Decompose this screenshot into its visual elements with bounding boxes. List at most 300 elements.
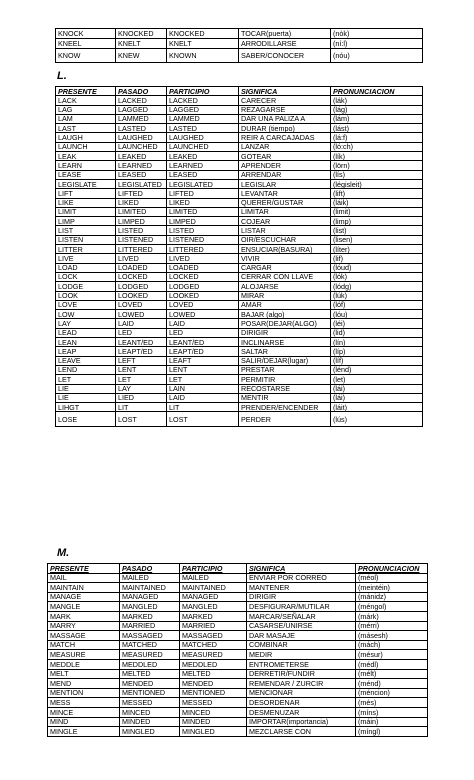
pasado-cell: KNELT	[116, 39, 167, 49]
pronunciacion-cell: (mélt)	[356, 669, 428, 679]
table-row	[56, 310, 423, 319]
table-row	[48, 679, 428, 689]
presente-cell: KNOW	[56, 49, 116, 63]
participio-cell: LIVED	[167, 254, 239, 263]
table-row	[56, 142, 423, 151]
participio-cell: LISTENED	[167, 235, 239, 244]
table-row	[56, 114, 423, 123]
table-row	[48, 583, 428, 593]
significa-cell: MENTIR	[239, 393, 331, 402]
significa-cell: CASARSE/UNIRSE	[247, 621, 356, 631]
pronunciacion-cell: (lisen)	[331, 235, 423, 244]
significa-cell: PRESTAR	[239, 365, 331, 374]
significa-cell: REMENDAR / ZURCIR	[247, 679, 356, 689]
presente-cell: MAINTAIN	[48, 583, 120, 593]
participio-cell: LAGGED	[167, 105, 239, 114]
presente-cell: LAST	[56, 124, 116, 133]
pronunciacion-cell: (lóu)	[331, 310, 423, 319]
participio-cell: MESSED	[180, 698, 247, 708]
table-row	[56, 356, 423, 365]
participio-cell: LAMMED	[167, 114, 239, 123]
significa-cell: SALIR/DEJAR(lugar)	[239, 356, 331, 365]
significa-cell: SALTAR	[239, 347, 331, 356]
participio-cell: MENTIONED	[180, 688, 247, 698]
significa-cell: PERDER	[239, 412, 331, 427]
participio-cell: LAID	[167, 319, 239, 328]
pasado-cell: LITTERED	[116, 245, 167, 254]
significa-cell: VIVIR	[239, 254, 331, 263]
pasado-cell: LEASED	[116, 170, 167, 179]
presente-cell: LODGE	[56, 282, 116, 291]
presente-cell: LIE	[56, 393, 116, 402]
presente-cell: LIKE	[56, 198, 116, 207]
table-row	[48, 707, 428, 717]
participio-cell: MEDDLED	[180, 659, 247, 669]
pronunciacion-cell: (lúk)	[331, 291, 423, 300]
presente-cell: LIMIT	[56, 207, 116, 216]
presente-cell: MIND	[48, 717, 120, 727]
table-row	[56, 282, 423, 291]
presente-cell: MENTION	[48, 688, 120, 698]
table-row	[48, 631, 428, 641]
presente-cell: LISTEN	[56, 235, 116, 244]
table-row	[56, 347, 423, 356]
participio-cell: MINDED	[180, 717, 247, 727]
pronunciacion-cell: (láik)	[331, 198, 423, 207]
pronunciacion-cell: (lái)	[331, 393, 423, 402]
presente-cell: MINGLE	[48, 727, 120, 737]
pronunciacion-cell: (lörn)	[331, 161, 423, 170]
significa-cell: PERMITIR	[239, 375, 331, 384]
table-row	[56, 291, 423, 300]
pasado-cell: LIVED	[116, 254, 167, 263]
header-pronunciacion: PRONUNCIACION	[356, 564, 428, 574]
significa-cell: BAJAR (algo)	[239, 310, 331, 319]
participio-cell: LIMPED	[167, 217, 239, 226]
pronunciacion-cell: (mérri)	[356, 621, 428, 631]
significa-cell: COMBINAR	[247, 640, 356, 650]
presente-cell: MARK	[48, 611, 120, 621]
presente-cell: LOOK	[56, 291, 116, 300]
significa-cell: ARRENDAR	[239, 170, 331, 179]
presente-cell: MAIL	[48, 573, 120, 583]
presente-cell: LOAD	[56, 263, 116, 272]
table-row	[56, 152, 423, 161]
pasado-cell: MENDED	[120, 679, 180, 689]
pronunciacion-cell: (mésur)	[356, 650, 428, 660]
pasado-cell: LOADED	[116, 263, 167, 272]
table-row	[56, 133, 423, 142]
table-row	[56, 235, 423, 244]
table-row	[48, 602, 428, 612]
significa-cell: DIRIGIR	[247, 592, 356, 602]
pronunciacion-cell: (list)	[331, 226, 423, 235]
table-row	[48, 611, 428, 621]
pronunciacion-cell: (méngol)	[356, 602, 428, 612]
significa-cell: IMPORTAR(importancia)	[247, 717, 356, 727]
participio-cell: MINGLED	[180, 727, 247, 737]
pasado-cell: LEFT	[116, 356, 167, 365]
section-l-header	[56, 87, 423, 96]
presente-cell: LEAP	[56, 347, 116, 356]
presente-cell: LIMP	[56, 217, 116, 226]
pronunciacion-cell: (lif)	[331, 254, 423, 263]
significa-cell: LANZAR	[239, 142, 331, 151]
participio-cell: MELTED	[180, 669, 247, 679]
pronunciacion-cell: (més)	[356, 698, 428, 708]
pasado-cell: MATCHED	[120, 640, 180, 650]
header-pasado: PASADO	[116, 87, 167, 96]
participio-cell: LEANT/ED	[167, 338, 239, 347]
significa-cell: APRENDER	[239, 161, 331, 170]
significa-cell: POSAR(DEJAR(ALGO)	[239, 319, 331, 328]
pronunciacion-cell: (lús)	[331, 412, 423, 427]
participio-cell: LIFTED	[167, 189, 239, 198]
pronunciacion-cell: (ménd)	[356, 679, 428, 689]
pasado-cell: LAUGHED	[116, 133, 167, 142]
significa-cell: DERRETIR/FUNDIR	[247, 669, 356, 679]
significa-cell: ENTROMETERSE	[247, 659, 356, 669]
header-participio: PARTICIPIO	[167, 87, 239, 96]
significa-cell: ENVIAR POR CORREO	[247, 573, 356, 583]
header-row	[48, 564, 428, 574]
significa-cell: RECOSTARSE	[239, 384, 331, 393]
participio-cell: LOST	[167, 412, 239, 427]
pasado-cell: MINGLED	[120, 727, 180, 737]
pasado-cell: LAMMED	[116, 114, 167, 123]
significa-cell: ARRODILLARSE	[239, 39, 331, 49]
header-participio: PARTICIPIO	[180, 564, 247, 574]
participio-cell: MARKED	[180, 611, 247, 621]
significa-cell: ALOJARSE	[239, 282, 331, 291]
pasado-cell: LIFTED	[116, 189, 167, 198]
table-row	[56, 226, 423, 235]
significa-cell: LEGISLAR	[239, 179, 331, 188]
pasado-cell: MELTED	[120, 669, 180, 679]
pronunciacion-cell: (mách)	[356, 640, 428, 650]
significa-cell: DAR MASAJE	[247, 631, 356, 641]
pasado-cell: MENTIONED	[120, 688, 180, 698]
pronunciacion-cell: (lá:f)	[331, 133, 423, 142]
significa-cell: REZAGARSE	[239, 105, 331, 114]
significa-cell: PRENDER/ENCENDER	[239, 403, 331, 412]
table-row	[48, 659, 428, 669]
presente-cell: KNOCK	[56, 29, 116, 39]
presente-cell: MEDDLE	[48, 659, 120, 669]
presente-cell: MATCH	[48, 640, 120, 650]
participio-cell: LIMITED	[167, 207, 239, 216]
presente-cell: LOVE	[56, 300, 116, 309]
significa-cell: COJEAR	[239, 217, 331, 226]
significa-cell: REIR A CARCAJADAS	[239, 133, 331, 142]
pasado-cell: LOCKED	[116, 272, 167, 281]
pasado-cell: KNEW	[116, 49, 167, 63]
pronunciacion-cell: (limp)	[331, 217, 423, 226]
presente-cell: LEAK	[56, 152, 116, 161]
presente-cell: KNEEL	[56, 39, 116, 49]
table-row	[56, 179, 423, 188]
pronunciacion-cell: (lóud)	[331, 263, 423, 272]
participio-cell: MENDED	[180, 679, 247, 689]
table-row	[48, 669, 428, 679]
pasado-cell: LED	[116, 328, 167, 337]
pasado-cell: MARKED	[120, 611, 180, 621]
participio-cell: LOADED	[167, 263, 239, 272]
pronunciacion-cell: (lín)	[331, 338, 423, 347]
header-presente: PRESENTE	[48, 564, 120, 574]
participio-cell: LODGED	[167, 282, 239, 291]
pasado-cell: MAILED	[120, 573, 180, 583]
participio-cell: LISTED	[167, 226, 239, 235]
significa-cell: AMAR	[239, 300, 331, 309]
presente-cell: LAG	[56, 105, 116, 114]
pasado-cell: LISTENED	[116, 235, 167, 244]
presente-cell: LOW	[56, 310, 116, 319]
participio-cell: LACKED	[167, 96, 239, 105]
pronunciacion-cell: (limit)	[331, 207, 423, 216]
participio-cell: KNELT	[167, 39, 239, 49]
table-row	[56, 412, 423, 427]
presente-cell: LIHGT	[56, 403, 116, 412]
section-l-table	[55, 86, 423, 427]
table-row	[56, 105, 423, 114]
participio-cell: LED	[167, 328, 239, 337]
participio-cell: MINCED	[180, 707, 247, 717]
pronunciacion-cell: (láit)	[331, 403, 423, 412]
header-significa: SIGNIFICA	[239, 87, 331, 96]
pronunciacion-cell: (lák)	[331, 96, 423, 105]
presente-cell: LIE	[56, 384, 116, 393]
participio-cell: MAINTAINED	[180, 583, 247, 593]
significa-cell: SABER/CONOCER	[239, 49, 331, 63]
table-row	[56, 170, 423, 179]
table-row	[56, 217, 423, 226]
pasado-cell: LIMITED	[116, 207, 167, 216]
pasado-cell: LEARNED	[116, 161, 167, 170]
participio-cell: LOVED	[167, 300, 239, 309]
significa-cell: TOCAR(puerta)	[239, 29, 331, 39]
presente-cell: MEND	[48, 679, 120, 689]
presente-cell: MELT	[48, 669, 120, 679]
header-presente: PRESENTE	[56, 87, 116, 96]
participio-cell: LAUNCHED	[167, 142, 239, 151]
presente-cell: LEND	[56, 365, 116, 374]
pasado-cell: LEAKED	[116, 152, 167, 161]
pasado-cell: LIMPED	[116, 217, 167, 226]
pronunciacion-cell: (líp)	[331, 347, 423, 356]
table-row	[48, 640, 428, 650]
table-row	[56, 198, 423, 207]
significa-cell: CARECER	[239, 96, 331, 105]
pronunciacion-cell: (míngl)	[356, 727, 428, 737]
table-row	[56, 319, 423, 328]
pasado-cell: LOWED	[116, 310, 167, 319]
pasado-cell: MEASURED	[120, 650, 180, 660]
pasado-cell: LENT	[116, 365, 167, 374]
significa-cell: MARCAR/SEÑALAR	[247, 611, 356, 621]
participio-cell: LASTED	[167, 124, 239, 133]
pronunciacion-cell: (législeit)	[331, 179, 423, 188]
presente-cell: LIFT	[56, 189, 116, 198]
table-row	[56, 403, 423, 412]
significa-cell: MEDIR	[247, 650, 356, 660]
participio-cell: LAIN	[167, 384, 239, 393]
participio-cell: LOOKED	[167, 291, 239, 300]
pasado-cell: LISTED	[116, 226, 167, 235]
presente-cell: MINCE	[48, 707, 120, 717]
pasado-cell: LEAPT/ED	[116, 347, 167, 356]
presente-cell: LEARN	[56, 161, 116, 170]
significa-cell: MENCIONAR	[247, 688, 356, 698]
section-l-heading: L.	[57, 70, 67, 82]
pronunciacion-cell: (másesh)	[356, 631, 428, 641]
pronunciacion-cell: (lást)	[331, 124, 423, 133]
pronunciacion-cell: (lóf)	[331, 300, 423, 309]
participio-cell: LOWED	[167, 310, 239, 319]
significa-cell: DESFIGURAR/MUTILAR	[247, 602, 356, 612]
pronunciacion-cell: (nòk)	[331, 29, 423, 39]
section-m-heading: M.	[57, 547, 70, 559]
table-row	[56, 189, 423, 198]
pronunciacion-cell: (mánidz)	[356, 592, 428, 602]
table-row	[56, 263, 423, 272]
pronunciacion-cell: (nóu)	[331, 49, 423, 63]
header-pasado: PASADO	[120, 564, 180, 574]
presente-cell: LACK	[56, 96, 116, 105]
significa-cell: MEZCLARSE CON	[247, 727, 356, 737]
presente-cell: LAUGH	[56, 133, 116, 142]
table-row	[56, 375, 423, 384]
pronunciacion-cell: (ló:ch)	[331, 142, 423, 151]
table-row	[48, 688, 428, 698]
presente-cell: LIVE	[56, 254, 116, 263]
pronunciacion-cell: (lís)	[331, 170, 423, 179]
pronunciacion-cell: (máin)	[356, 717, 428, 727]
participio-cell: LAUGHED	[167, 133, 239, 142]
pronunciacion-cell: (ní:l)	[331, 39, 423, 49]
significa-cell: MIRAR	[239, 291, 331, 300]
table-row	[56, 207, 423, 216]
pronunciacion-cell: (líf)	[331, 356, 423, 365]
significa-cell: MANTENER	[247, 583, 356, 593]
significa-cell: LIMITAR	[239, 207, 331, 216]
table-row	[48, 717, 428, 727]
section-m-body	[48, 573, 428, 736]
pasado-cell: MASSAGED	[120, 631, 180, 641]
presente-cell: LITTER	[56, 245, 116, 254]
participio-cell: LET	[167, 375, 239, 384]
significa-cell: QUERER/GUSTAR	[239, 198, 331, 207]
pronunciacion-cell: (líter)	[331, 245, 423, 254]
pasado-cell: LAID	[116, 319, 167, 328]
pronunciacion-cell: (lódg)	[331, 282, 423, 291]
pronunciacion-cell: (méol)	[356, 573, 428, 583]
table-row	[56, 254, 423, 263]
participio-cell: MATCHED	[180, 640, 247, 650]
section-l-body	[56, 96, 423, 427]
pasado-cell: MEDDLED	[120, 659, 180, 669]
participio-cell: MEASURED	[180, 650, 247, 660]
pronunciacion-cell: (míns)	[356, 707, 428, 717]
table-row	[56, 161, 423, 170]
pasado-cell: MANAGED	[120, 592, 180, 602]
presente-cell: LOSE	[56, 412, 116, 427]
table-row	[56, 29, 423, 39]
pronunciacion-cell: (lám)	[331, 114, 423, 123]
header-row	[56, 87, 423, 96]
section-m-header	[48, 564, 428, 574]
pasado-cell: MAINTAINED	[120, 583, 180, 593]
pronunciacion-cell: (lág)	[331, 105, 423, 114]
presente-cell: LEGISLATE	[56, 179, 116, 188]
participio-cell: LENT	[167, 365, 239, 374]
pronunciacion-cell: (let)	[331, 375, 423, 384]
pronunciacion-cell: (lid)	[331, 328, 423, 337]
presente-cell: LEAVE	[56, 356, 116, 365]
presente-cell: LOCK	[56, 272, 116, 281]
table-row	[56, 272, 423, 281]
significa-cell: OIR/ESCUCHAR	[239, 235, 331, 244]
significa-cell: DESMENUZAR	[247, 707, 356, 717]
pasado-cell: LOVED	[116, 300, 167, 309]
pasado-cell: LAUNCHED	[116, 142, 167, 151]
table-row	[56, 39, 423, 49]
table-row	[56, 245, 423, 254]
pronunciacion-cell: (lift)	[331, 189, 423, 198]
pasado-cell: MARRIED	[120, 621, 180, 631]
participio-cell: LEASED	[167, 170, 239, 179]
presente-cell: LEASE	[56, 170, 116, 179]
participio-cell: KNOWN	[167, 49, 239, 63]
participio-cell: MAILED	[180, 573, 247, 583]
header-significa: SIGNIFICA	[247, 564, 356, 574]
significa-cell: INCLINARSE	[239, 338, 331, 347]
participio-cell: LEAFT	[167, 356, 239, 365]
pronunciacion-cell: (meintéin)	[356, 583, 428, 593]
participio-cell: MASSAGED	[180, 631, 247, 641]
table-row	[56, 124, 423, 133]
pasado-cell: LOOKED	[116, 291, 167, 300]
table-row	[56, 365, 423, 374]
pasado-cell: LIED	[116, 393, 167, 402]
participio-cell: LEAPT/ED	[167, 347, 239, 356]
pronunciacion-cell: (lík)	[331, 152, 423, 161]
table-row	[56, 384, 423, 393]
pronunciacion-cell: (méncion)	[356, 688, 428, 698]
presente-cell: MANGLE	[48, 602, 120, 612]
pronunciacion-cell: (márk)	[356, 611, 428, 621]
presente-cell: LET	[56, 375, 116, 384]
presente-cell: LIST	[56, 226, 116, 235]
presente-cell: LEAN	[56, 338, 116, 347]
participio-cell: LAID	[167, 393, 239, 402]
participio-cell: LEAKED	[167, 152, 239, 161]
top-verbs-table	[55, 28, 423, 63]
participio-cell: LEARNED	[167, 161, 239, 170]
participio-cell: KNOCKED	[167, 29, 239, 39]
table-row	[48, 621, 428, 631]
presente-cell: MEASURE	[48, 650, 120, 660]
presente-cell: LAUNCH	[56, 142, 116, 151]
table-row	[48, 573, 428, 583]
significa-cell: DIRIGIR	[239, 328, 331, 337]
pasado-cell: LAGGED	[116, 105, 167, 114]
pasado-cell: LASTED	[116, 124, 167, 133]
pasado-cell: LIKED	[116, 198, 167, 207]
participio-cell: LIT	[167, 403, 239, 412]
significa-cell: CARGAR	[239, 263, 331, 272]
pasado-cell: MINCED	[120, 707, 180, 717]
